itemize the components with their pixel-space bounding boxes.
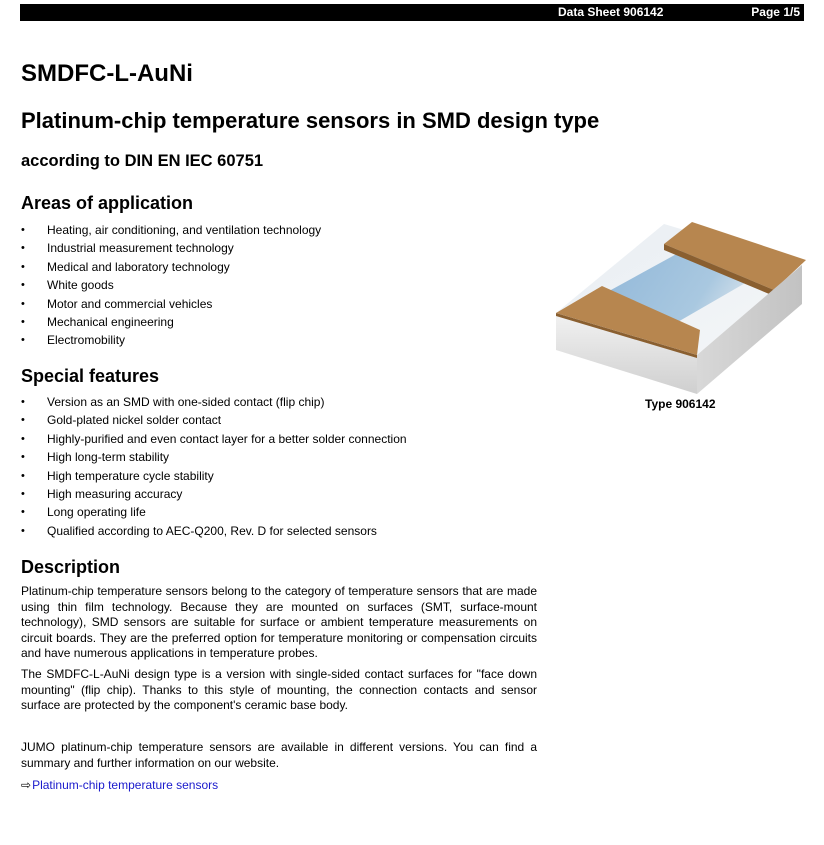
list-item: • Motor and commercial vehicles [21,295,541,313]
page-number: Page 1/5 [751,5,800,19]
product-subtitle: Platinum-chip temperature sensors in SMD design type [21,108,600,133]
chip-sensor-image [552,218,808,396]
list-item: • Highly-purified and even contact layer for a better solder connection [21,430,541,448]
list-item: • High temperature cycle stability [21,467,541,485]
list-item: • White goods [21,276,541,294]
list-item: • Version as an SMD with one-sided contact (flip chip) [21,393,541,411]
arrow-right-icon: ⇨ [21,778,32,792]
standard-reference: according to DIN EN IEC 60751 [21,152,264,170]
platinum-chip-sensors-link[interactable] [21,778,218,792]
list-item: • Mechanical engineering [21,313,541,331]
header-bar [20,4,804,21]
list-item: • High measuring accuracy [21,485,541,503]
areas-heading: Areas of application [21,193,194,213]
features-heading: Special features [21,366,160,386]
features-list [21,393,541,540]
list-item: • Electromobility [21,331,541,349]
areas-list [21,221,541,350]
list-item: • High long-term stability [21,448,541,466]
list-item: • Medical and laboratory technology [21,258,541,276]
list-item: • Qualified according to AEC-Q200, Rev. D for selected sensors [21,522,541,540]
description-paragraph-3: JUMO platinum-chip temperature sensors are available in different versions. You can find a summary and further information on our website. [21,740,537,770]
image-caption: Type 906142 [645,397,716,411]
description-heading: Description [21,557,121,577]
list-item: • Heating, air conditioning, and ventilation technology [21,221,541,239]
list-item: • Long operating life [21,503,541,521]
product-title: SMDFC-L-AuNi [21,60,193,87]
description-paragraph-1: Platinum-chip temperature sensors belong to the category of temperature sensors that are made using thin film technology. Because they are mounted on surfaces (SMT, surface-mount technology), SMD sensors are suitable for surface or ambient temperature measurements on circuit boards. They are the preferred option for temperature monitoring or compensation circuits and have numerous applications in temperature probes. [21,584,537,661]
list-item: • Gold-plated nickel solder contact [21,411,541,429]
list-item: • Industrial measurement technology [21,239,541,257]
description-paragraph-2: The SMDFC-L-AuNi design type is a version with single-sided contact surfaces for "face down mounting" (flip chip). Thanks to this style of mounting, the connection contacts and sensor surface are protected by the component's ceramic base body. [21,667,537,713]
link-text: Platinum-chip temperature sensors [32,778,219,792]
datasheet-number: Data Sheet 906142 [558,5,664,19]
